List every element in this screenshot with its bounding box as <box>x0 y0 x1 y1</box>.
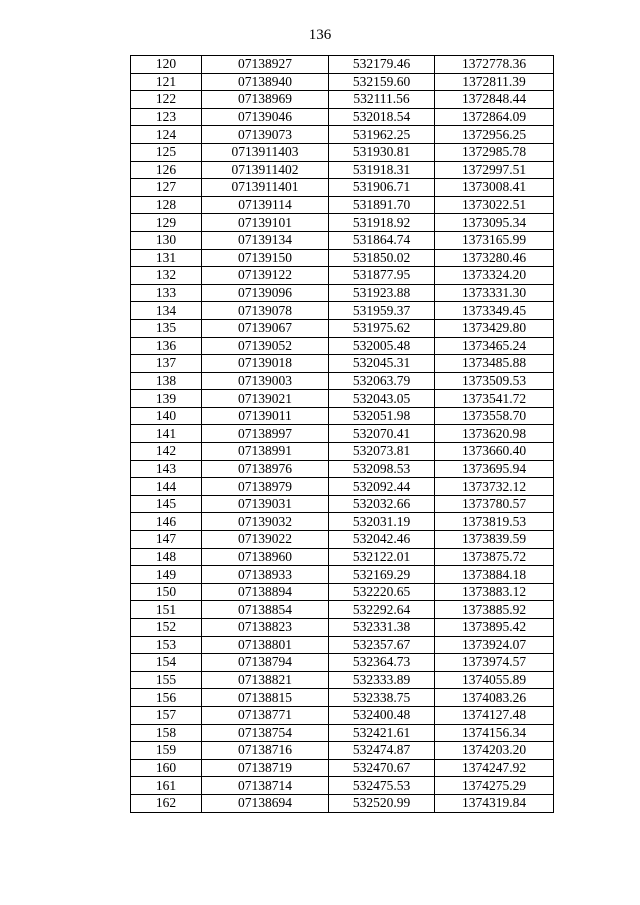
point-id-cell: 07139018 <box>202 355 329 373</box>
y-coordinate-cell: 1374275.29 <box>435 777 554 795</box>
table-row <box>131 794 554 812</box>
x-coordinate-cell: 531877.95 <box>329 267 435 285</box>
point-id-cell: 07138894 <box>202 583 329 601</box>
x-coordinate-cell: 532122.01 <box>329 548 435 566</box>
y-coordinate-cell: 1373280.46 <box>435 249 554 267</box>
row-number-cell: 124 <box>131 126 202 144</box>
y-coordinate-cell: 1374319.84 <box>435 794 554 812</box>
table-row <box>131 249 554 267</box>
row-number-cell: 158 <box>131 724 202 742</box>
row-number-cell: 138 <box>131 372 202 390</box>
x-coordinate-cell: 532005.48 <box>329 337 435 355</box>
point-id-cell: 07138714 <box>202 777 329 795</box>
table-row <box>131 724 554 742</box>
x-coordinate-cell: 532400.48 <box>329 706 435 724</box>
row-number-cell: 157 <box>131 706 202 724</box>
row-number-cell: 137 <box>131 355 202 373</box>
y-coordinate-cell: 1373885.92 <box>435 601 554 619</box>
y-coordinate-cell: 1372956.25 <box>435 126 554 144</box>
table-row <box>131 425 554 443</box>
table-row <box>131 56 554 74</box>
row-number-cell: 150 <box>131 583 202 601</box>
table-row <box>131 302 554 320</box>
table-row <box>131 619 554 637</box>
x-coordinate-cell: 532179.46 <box>329 56 435 74</box>
point-id-cell: 07139003 <box>202 372 329 390</box>
table-row <box>131 777 554 795</box>
y-coordinate-cell: 1373620.98 <box>435 425 554 443</box>
coordinates-table <box>130 55 554 813</box>
y-coordinate-cell: 1373660.40 <box>435 443 554 461</box>
row-number-cell: 159 <box>131 742 202 760</box>
table-row <box>131 759 554 777</box>
y-coordinate-cell: 1374055.89 <box>435 671 554 689</box>
x-coordinate-cell: 531864.74 <box>329 231 435 249</box>
point-id-cell: 07138815 <box>202 689 329 707</box>
table-row <box>131 284 554 302</box>
x-coordinate-cell: 531975.62 <box>329 319 435 337</box>
x-coordinate-cell: 532220.65 <box>329 583 435 601</box>
y-coordinate-cell: 1373331.30 <box>435 284 554 302</box>
y-coordinate-cell: 1373780.57 <box>435 495 554 513</box>
table-row <box>131 495 554 513</box>
point-id-cell: 07139021 <box>202 390 329 408</box>
y-coordinate-cell: 1373839.59 <box>435 531 554 549</box>
table-row <box>131 654 554 672</box>
y-coordinate-cell: 1374247.92 <box>435 759 554 777</box>
table-row <box>131 196 554 214</box>
table-row <box>131 443 554 461</box>
table-row <box>131 126 554 144</box>
x-coordinate-cell: 531930.81 <box>329 143 435 161</box>
row-number-cell: 120 <box>131 56 202 74</box>
y-coordinate-cell: 1373349.45 <box>435 302 554 320</box>
row-number-cell: 149 <box>131 566 202 584</box>
table-row <box>131 390 554 408</box>
y-coordinate-cell: 1373875.72 <box>435 548 554 566</box>
point-id-cell: 07138969 <box>202 91 329 109</box>
table-row <box>131 689 554 707</box>
table-row <box>131 583 554 601</box>
row-number-cell: 143 <box>131 460 202 478</box>
row-number-cell: 147 <box>131 531 202 549</box>
y-coordinate-cell: 1372811.39 <box>435 73 554 91</box>
point-id-cell: 07139073 <box>202 126 329 144</box>
x-coordinate-cell: 532331.38 <box>329 619 435 637</box>
x-coordinate-cell: 532042.46 <box>329 531 435 549</box>
x-coordinate-cell: 531906.71 <box>329 179 435 197</box>
point-id-cell: 07138933 <box>202 566 329 584</box>
x-coordinate-cell: 532098.53 <box>329 460 435 478</box>
table-row <box>131 478 554 496</box>
y-coordinate-cell: 1374203.20 <box>435 742 554 760</box>
point-id-cell: 0713911402 <box>202 161 329 179</box>
point-id-cell: 07138976 <box>202 460 329 478</box>
y-coordinate-cell: 1373884.18 <box>435 566 554 584</box>
table-row <box>131 214 554 232</box>
x-coordinate-cell: 532045.31 <box>329 355 435 373</box>
point-id-cell: 0713911401 <box>202 179 329 197</box>
x-coordinate-cell: 532159.60 <box>329 73 435 91</box>
table-row <box>131 671 554 689</box>
x-coordinate-cell: 531923.88 <box>329 284 435 302</box>
table-row <box>131 531 554 549</box>
page-number: 136 <box>308 27 332 43</box>
row-number-cell: 151 <box>131 601 202 619</box>
x-coordinate-cell: 532292.64 <box>329 601 435 619</box>
point-id-cell: 07139078 <box>202 302 329 320</box>
y-coordinate-cell: 1374127.48 <box>435 706 554 724</box>
table-row <box>131 566 554 584</box>
table-row <box>131 319 554 337</box>
x-coordinate-cell: 531891.70 <box>329 196 435 214</box>
x-coordinate-cell: 532018.54 <box>329 108 435 126</box>
y-coordinate-cell: 1374156.34 <box>435 724 554 742</box>
table-row <box>131 231 554 249</box>
row-number-cell: 145 <box>131 495 202 513</box>
row-number-cell: 153 <box>131 636 202 654</box>
y-coordinate-cell: 1372864.09 <box>435 108 554 126</box>
point-id-cell: 07138991 <box>202 443 329 461</box>
x-coordinate-cell: 531962.25 <box>329 126 435 144</box>
table-row <box>131 161 554 179</box>
table-row <box>131 179 554 197</box>
row-number-cell: 156 <box>131 689 202 707</box>
y-coordinate-cell: 1373558.70 <box>435 407 554 425</box>
x-coordinate-cell: 532357.67 <box>329 636 435 654</box>
point-id-cell: 07138719 <box>202 759 329 777</box>
point-id-cell: 07139032 <box>202 513 329 531</box>
x-coordinate-cell: 532364.73 <box>329 654 435 672</box>
x-coordinate-cell: 532063.79 <box>329 372 435 390</box>
row-number-cell: 134 <box>131 302 202 320</box>
table-row <box>131 143 554 161</box>
row-number-cell: 122 <box>131 91 202 109</box>
y-coordinate-cell: 1373429.80 <box>435 319 554 337</box>
row-number-cell: 135 <box>131 319 202 337</box>
point-id-cell: 07139101 <box>202 214 329 232</box>
x-coordinate-cell: 532032.66 <box>329 495 435 513</box>
table-row <box>131 548 554 566</box>
y-coordinate-cell: 1373924.07 <box>435 636 554 654</box>
row-number-cell: 144 <box>131 478 202 496</box>
y-coordinate-cell: 1374083.26 <box>435 689 554 707</box>
point-id-cell: 07139150 <box>202 249 329 267</box>
row-number-cell: 161 <box>131 777 202 795</box>
point-id-cell: 07139067 <box>202 319 329 337</box>
point-id-cell: 0713911403 <box>202 143 329 161</box>
y-coordinate-cell: 1373165.99 <box>435 231 554 249</box>
table-row <box>131 372 554 390</box>
x-coordinate-cell: 531918.92 <box>329 214 435 232</box>
point-id-cell: 07138979 <box>202 478 329 496</box>
point-id-cell: 07139022 <box>202 531 329 549</box>
x-coordinate-cell: 532073.81 <box>329 443 435 461</box>
row-number-cell: 141 <box>131 425 202 443</box>
point-id-cell: 07139122 <box>202 267 329 285</box>
coordinates-table-body <box>131 56 554 813</box>
x-coordinate-cell: 532051.98 <box>329 407 435 425</box>
y-coordinate-cell: 1373509.53 <box>435 372 554 390</box>
y-coordinate-cell: 1373819.53 <box>435 513 554 531</box>
point-id-cell: 07138821 <box>202 671 329 689</box>
x-coordinate-cell: 532111.56 <box>329 91 435 109</box>
x-coordinate-cell: 532092.44 <box>329 478 435 496</box>
table-row <box>131 267 554 285</box>
table-row <box>131 636 554 654</box>
y-coordinate-cell: 1373022.51 <box>435 196 554 214</box>
point-id-cell: 07139046 <box>202 108 329 126</box>
x-coordinate-cell: 532333.89 <box>329 671 435 689</box>
point-id-cell: 07138716 <box>202 742 329 760</box>
row-number-cell: 128 <box>131 196 202 214</box>
x-coordinate-cell: 531959.37 <box>329 302 435 320</box>
x-coordinate-cell: 532470.67 <box>329 759 435 777</box>
row-number-cell: 146 <box>131 513 202 531</box>
row-number-cell: 142 <box>131 443 202 461</box>
table-row <box>131 355 554 373</box>
table-row <box>131 742 554 760</box>
point-id-cell: 07138940 <box>202 73 329 91</box>
y-coordinate-cell: 1373883.12 <box>435 583 554 601</box>
x-coordinate-cell: 531850.02 <box>329 249 435 267</box>
row-number-cell: 136 <box>131 337 202 355</box>
y-coordinate-cell: 1373541.72 <box>435 390 554 408</box>
row-number-cell: 155 <box>131 671 202 689</box>
table-row <box>131 73 554 91</box>
row-number-cell: 123 <box>131 108 202 126</box>
x-coordinate-cell: 532169.29 <box>329 566 435 584</box>
x-coordinate-cell: 532474.87 <box>329 742 435 760</box>
row-number-cell: 127 <box>131 179 202 197</box>
row-number-cell: 121 <box>131 73 202 91</box>
table-row <box>131 407 554 425</box>
point-id-cell: 07138771 <box>202 706 329 724</box>
point-id-cell: 07138823 <box>202 619 329 637</box>
point-id-cell: 07138854 <box>202 601 329 619</box>
row-number-cell: 132 <box>131 267 202 285</box>
table-row <box>131 337 554 355</box>
x-coordinate-cell: 532070.41 <box>329 425 435 443</box>
y-coordinate-cell: 1373895.42 <box>435 619 554 637</box>
row-number-cell: 154 <box>131 654 202 672</box>
y-coordinate-cell: 1373974.57 <box>435 654 554 672</box>
x-coordinate-cell: 532475.53 <box>329 777 435 795</box>
y-coordinate-cell: 1372778.36 <box>435 56 554 74</box>
y-coordinate-cell: 1373095.34 <box>435 214 554 232</box>
point-id-cell: 07139011 <box>202 407 329 425</box>
y-coordinate-cell: 1372985.78 <box>435 143 554 161</box>
x-coordinate-cell: 532043.05 <box>329 390 435 408</box>
row-number-cell: 126 <box>131 161 202 179</box>
y-coordinate-cell: 1373465.24 <box>435 337 554 355</box>
y-coordinate-cell: 1373324.20 <box>435 267 554 285</box>
x-coordinate-cell: 532031.19 <box>329 513 435 531</box>
point-id-cell: 07139114 <box>202 196 329 214</box>
table-row <box>131 91 554 109</box>
point-id-cell: 07139096 <box>202 284 329 302</box>
point-id-cell: 07139031 <box>202 495 329 513</box>
x-coordinate-cell: 532520.99 <box>329 794 435 812</box>
point-id-cell: 07138997 <box>202 425 329 443</box>
point-id-cell: 07139134 <box>202 231 329 249</box>
y-coordinate-cell: 1372848.44 <box>435 91 554 109</box>
row-number-cell: 139 <box>131 390 202 408</box>
point-id-cell: 07138927 <box>202 56 329 74</box>
row-number-cell: 162 <box>131 794 202 812</box>
y-coordinate-cell: 1373695.94 <box>435 460 554 478</box>
x-coordinate-cell: 531918.31 <box>329 161 435 179</box>
table-row <box>131 601 554 619</box>
row-number-cell: 152 <box>131 619 202 637</box>
table-row <box>131 108 554 126</box>
row-number-cell: 130 <box>131 231 202 249</box>
table-row <box>131 706 554 724</box>
y-coordinate-cell: 1373008.41 <box>435 179 554 197</box>
x-coordinate-cell: 532421.61 <box>329 724 435 742</box>
y-coordinate-cell: 1372997.51 <box>435 161 554 179</box>
y-coordinate-cell: 1373485.88 <box>435 355 554 373</box>
point-id-cell: 07138960 <box>202 548 329 566</box>
row-number-cell: 140 <box>131 407 202 425</box>
x-coordinate-cell: 532338.75 <box>329 689 435 707</box>
table-row <box>131 460 554 478</box>
point-id-cell: 07139052 <box>202 337 329 355</box>
row-number-cell: 125 <box>131 143 202 161</box>
row-number-cell: 133 <box>131 284 202 302</box>
row-number-cell: 129 <box>131 214 202 232</box>
point-id-cell: 07138801 <box>202 636 329 654</box>
table-row <box>131 513 554 531</box>
row-number-cell: 148 <box>131 548 202 566</box>
point-id-cell: 07138754 <box>202 724 329 742</box>
y-coordinate-cell: 1373732.12 <box>435 478 554 496</box>
row-number-cell: 160 <box>131 759 202 777</box>
point-id-cell: 07138794 <box>202 654 329 672</box>
row-number-cell: 131 <box>131 249 202 267</box>
point-id-cell: 07138694 <box>202 794 329 812</box>
